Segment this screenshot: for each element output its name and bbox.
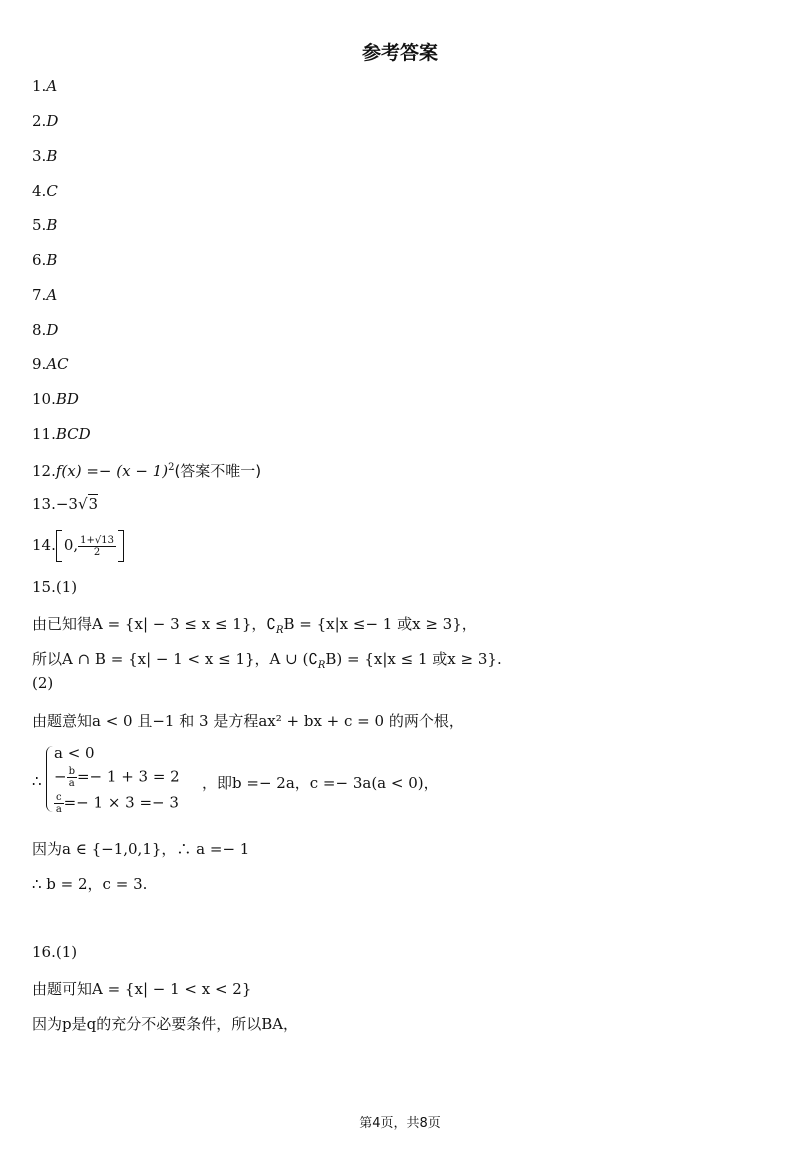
interval-left-bracket <box>56 530 62 562</box>
page-title: 参考答案 <box>361 42 438 64</box>
q16-part1-label: 16.(1) <box>32 943 78 961</box>
interval-right-bracket <box>118 530 124 562</box>
q15-line1: 由已知得A = {x| − 3 ≤ x ≤ 1}，$∁_RB = \{x|x \le- 1$ 或x ≥ 3}， <box>32 615 477 636</box>
answer-3: 3.B <box>32 147 58 165</box>
answer-4: 4.C <box>32 182 58 200</box>
left-brace <box>46 746 53 812</box>
q16-line1: 由题可知A = {x| − 1 < x < 2} <box>32 980 252 998</box>
answer-6: 6.B <box>32 251 58 269</box>
answer-10: 10.BD <box>32 390 79 408</box>
q16-line2: 因为p是q的充分不必要条件，所以BA， <box>32 1015 299 1033</box>
answer-14: 14. 0, $\frac{1+√13}{2}$ <box>32 530 124 562</box>
answer-8: 8.D <box>32 321 59 339</box>
answer-1: 1.A <box>32 77 58 95</box>
therefore-symbol: ∴ <box>32 772 42 790</box>
q15-line4: 因为a ∈ {−1,0,1}，∴ a =− 1 <box>32 840 250 858</box>
q15-part1-label: 15.(1) <box>32 578 78 596</box>
system-conclusion: ，即b =− 2a，c =− 3a(a < 0)， <box>202 774 439 792</box>
answer-11: 11.BCD <box>32 425 91 443</box>
answer-2: 2.D <box>32 112 59 130</box>
system-row-2: − $\frac{b}{a}$ =− 1 + 3 = 2 <box>54 766 180 789</box>
answer-5: 5.B <box>32 216 58 234</box>
q15-line3: 由题意知a < 0 且−1 和 3 是方程ax² + bx + c = 0 的两个根， <box>32 712 464 730</box>
system-row-1: a < 0 <box>54 744 95 762</box>
answer-9: 9.AC <box>32 355 69 373</box>
answer-7: 7.A <box>32 286 58 304</box>
q15-part2-label: (2) <box>32 674 54 692</box>
answer-13: 13.−3√3 <box>32 495 99 513</box>
q15-line2: 所以A ∩ B = {x| − 1 < x ≤ 1}，A ∪ $(∁_RB) = \{x|x \le 1$ 或x ≥ 3}. <box>32 650 502 671</box>
page-footer: 第4页，共8页 <box>359 1116 441 1131</box>
q15-line5: ∴ b = 2，c = 3. <box>32 875 148 893</box>
fraction: $\frac{1+√13}{2}$ <box>80 534 115 558</box>
system-row-3: $\frac{c}{a}$ =− 1 × 3 =− 3 <box>55 792 179 815</box>
answer-12: $12.f(x) =- (x - 1)^2$(答案不唯一) <box>32 462 262 480</box>
